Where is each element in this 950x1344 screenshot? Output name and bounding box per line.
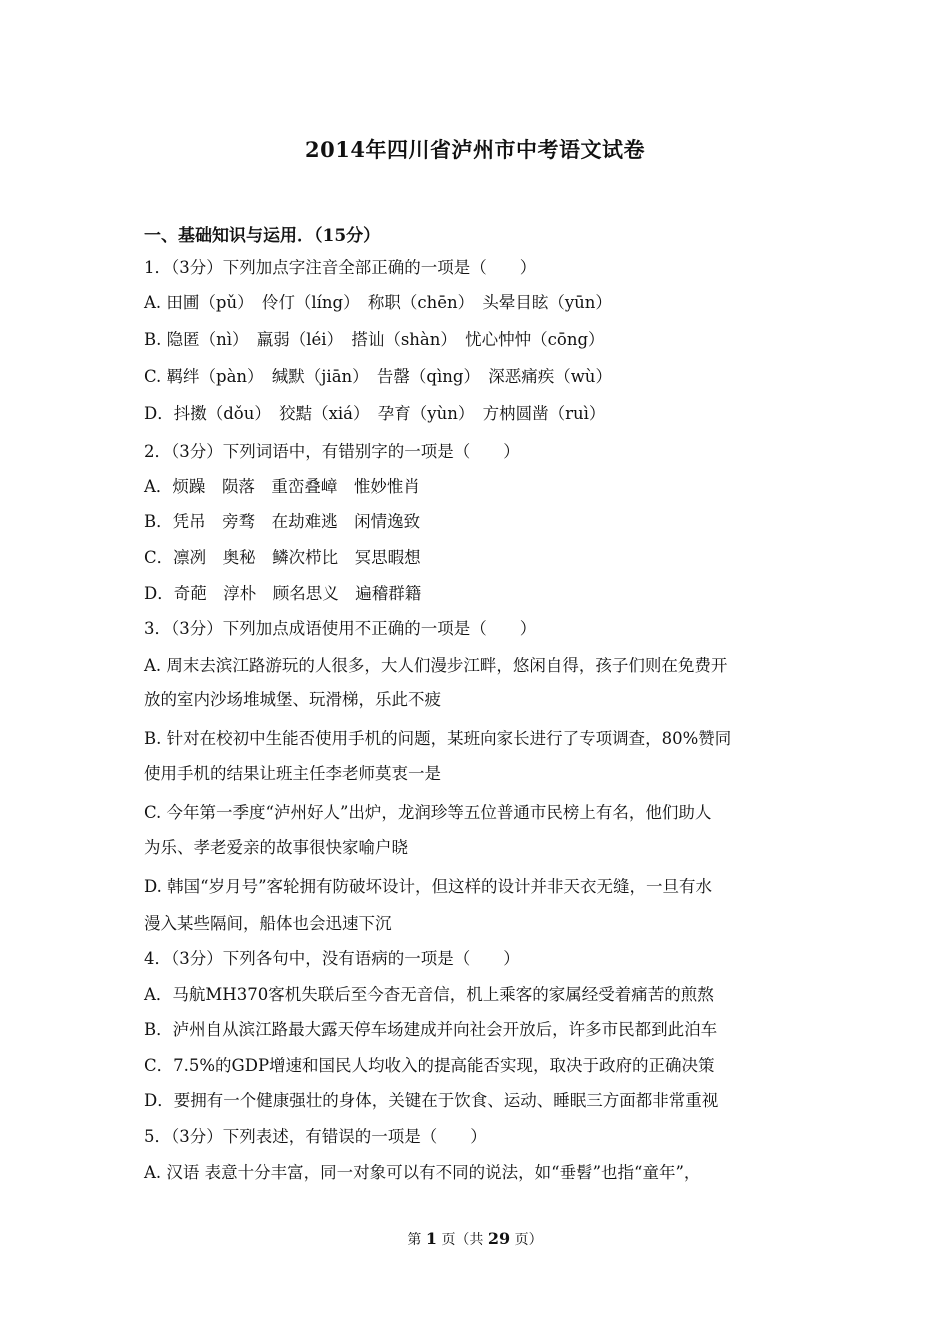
question-1-option-a: A. 田圃（pǔ） 伶仃（líng） 称职（chēn） 头晕目眩（yūn） <box>144 293 612 312</box>
question-4-option-a: A．马航MH370客机失联后至今杳无音信，机上乘客的家属经受着痛苦的煎熬 <box>144 985 714 1004</box>
question-4-option-d: D．要拥有一个健康强壮的身体，关键在于饮食、运动、睡眠三方面都非常重视 <box>144 1091 719 1110</box>
question-3-option-a-cont: 放的室内沙场堆城堡、玩滑梯，乐此不疲 <box>144 690 441 709</box>
question-2-option-d: D．奇葩 淳朴 顾名思义 遍稽群籍 <box>144 584 422 603</box>
question-3-option-d: D. 韩国“岁月号”客轮拥有防破坏设计，但这样的设计并非天衣无缝，一旦有水 <box>144 877 713 896</box>
question-1-option-b: B. 隐匿（nì） 羸弱（léi） 搭讪（shàn） 忧心忡忡（cōng） <box>144 330 605 349</box>
question-3-option-d-cont: 漫入某些隔间，船体也会迅速下沉 <box>144 914 392 933</box>
section-heading: 一、基础知识与运用．（15分） <box>144 226 381 246</box>
question-3: 3．（3分）下列加点成语使用不正确的一项是（ ） <box>144 619 537 638</box>
question-4-option-b: B．泸州自从滨江路最大露天停车场建成并向社会开放后，许多市民都到此泊车 <box>144 1020 718 1039</box>
footer-suffix: 页） <box>514 1232 543 1248</box>
question-4-option-c: C．7.5%的GDP增速和国民人均收入的提高能否实现，取决于政府的正确决策 <box>144 1056 715 1075</box>
question-2: 2．（3分）下列词语中，有错别字的一项是（ ） <box>144 442 520 461</box>
question-5-option-a: A. 汉语 表意十分丰富，同一对象可以有不同的说法，如“垂髫”也指“童年”， <box>144 1163 701 1182</box>
question-3-option-c-cont: 为乐、孝老爱亲的故事很快家喻户晓 <box>144 838 408 857</box>
footer-middle: 页（共 <box>441 1232 484 1248</box>
question-1-option-d: D．抖擞（dǒu） 狡黠（xiá） 孕育（yùn） 方枘圆凿（ruì） <box>144 404 606 423</box>
question-3-option-b-cont: 使用手机的结果让班主任李老师莫衷一是 <box>144 764 441 783</box>
question-3-option-c: C. 今年第一季度“泸州好人”出炉，龙润珍等五位普通市民榜上有名，他们助人 <box>144 803 712 822</box>
footer-total-pages: 29 <box>487 1229 511 1248</box>
question-3-option-a: A. 周末去滨江路游玩的人很多，大人们漫步江畔，悠闲自得，孩子们则在免费开 <box>144 656 728 675</box>
page-title: 2014年四川省泸州市中考语文试卷 <box>305 137 645 162</box>
question-4: 4．（3分）下列各句中，没有语病的一项是（ ） <box>144 949 520 968</box>
question-2-option-b: B．凭吊 旁骛 在劫难逃 闲情逸致 <box>144 512 421 531</box>
footer-page-number: 1 <box>425 1229 437 1248</box>
question-1-option-c: C. 羁绊（pàn） 缄默（jiān） 告罄（qìng） 深恶痛疾（wù） <box>144 367 612 386</box>
question-2-option-c: C．凛冽 奥秘 鳞次栉比 冥思暇想 <box>144 548 421 567</box>
page-footer <box>0 1229 950 1249</box>
question-1: 1．（3分）下列加点字注音全部正确的一项是（ ） <box>144 258 537 277</box>
question-2-option-a: A．烦躁 陨落 重峦叠嶂 惟妙惟肖 <box>144 477 420 496</box>
footer-prefix: 第 <box>407 1232 422 1248</box>
question-3-option-b: B. 针对在校初中生能否使用手机的问题，某班向家长进行了专项调查，80%赞同 <box>144 729 732 748</box>
question-5: 5．（3分）下列表述，有错误的一项是（ ） <box>144 1127 487 1146</box>
